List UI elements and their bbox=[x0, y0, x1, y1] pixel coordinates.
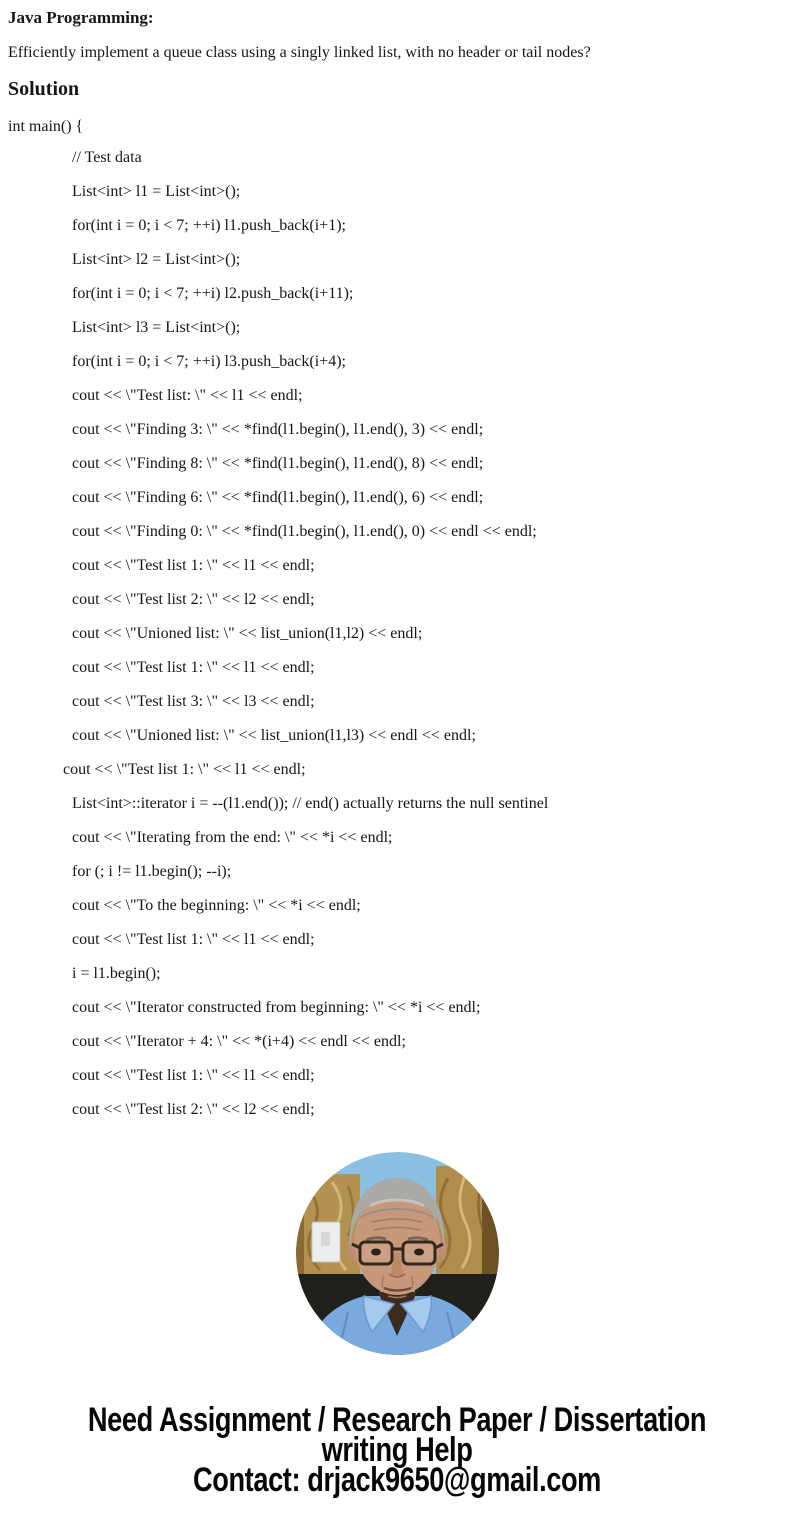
code-line: List<int> l3 = List<int>(); bbox=[72, 319, 241, 336]
code-line: for(int i = 0; i < 7; ++i) l1.push_back(i+1); bbox=[72, 217, 346, 234]
code-line: cout << \"Iterator constructed from beginning: \" << *i << endl; bbox=[72, 999, 481, 1016]
code-line: for(int i = 0; i < 7; ++i) l2.push_back(i+11); bbox=[72, 285, 354, 302]
code-line: List<int> l2 = List<int>(); bbox=[72, 251, 241, 268]
code-line: cout << \"Finding 3: \" << *find(l1.begin(), l1.end(), 3) << endl; bbox=[72, 421, 484, 438]
code-line: cout << \"Test list 1: \" << l1 << endl; bbox=[72, 931, 315, 948]
solution-heading: Solution bbox=[8, 78, 80, 100]
code-line: cout << \"Iterator + 4: \" << *(i+4) << endl << endl; bbox=[72, 1033, 406, 1050]
code-line: cout << \"Test list 3: \" << l3 << endl; bbox=[72, 693, 315, 710]
code-line: cout << \"Finding 6: \" << *find(l1.begin(), l1.end(), 6) << endl; bbox=[72, 489, 484, 506]
code-line: // Test data bbox=[72, 149, 142, 166]
code-line: cout << \"Test list 1: \" << l1 << endl; bbox=[72, 557, 315, 574]
page-title: Java Programming: bbox=[8, 8, 154, 27]
code-line: cout << \"Finding 8: \" << *find(l1.begin(), l1.end(), 8) << endl; bbox=[72, 455, 484, 472]
code-line-main: int main() { bbox=[8, 118, 84, 135]
code-line: for (; i != l1.begin(); --i); bbox=[72, 863, 232, 880]
code-line: List<int>::iterator i = --(l1.end()); // end() actually returns the null sentinel bbox=[72, 795, 549, 812]
code-line: for(int i = 0; i < 7; ++i) l3.push_back(i+4); bbox=[72, 353, 346, 370]
code-line: cout << \"Unioned list: \" << list_union(l1,l3) << endl << endl; bbox=[72, 727, 476, 744]
code-line: cout << \"Unioned list: \" << list_union(l1,l2) << endl; bbox=[72, 625, 423, 642]
code-line: cout << \"Test list 2: \" << l2 << endl; bbox=[72, 1101, 315, 1118]
footer-line-2: writing Help bbox=[321, 1431, 473, 1469]
code-line: cout << \"Test list 1: \" << l1 << endl; bbox=[72, 659, 315, 676]
question-text: Efficiently implement a queue class using a singly linked list, with no header or tail nodes? bbox=[8, 44, 591, 61]
portrait-illustration bbox=[296, 1152, 499, 1355]
code-line: cout << \"Finding 0: \" << *find(l1.begin(), l1.end(), 0) << endl << endl; bbox=[72, 523, 537, 540]
footer-banner bbox=[86, 1401, 708, 1499]
code-line: List<int> l1 = List<int>(); bbox=[72, 183, 241, 200]
footer-line-1: Need Assignment / Research Paper / Dissertation bbox=[87, 1401, 707, 1439]
portrait-photo bbox=[296, 1152, 499, 1355]
code-line: cout << \"Test list 1: \" << l1 << endl; bbox=[63, 761, 306, 778]
code-line: cout << \"Iterating from the end: \" << *i << endl; bbox=[72, 829, 393, 846]
code-block bbox=[8, 141, 786, 1127]
code-line: cout << \"Test list: \" << l1 << endl; bbox=[72, 387, 303, 404]
code-line: cout << \"Test list 1: \" << l1 << endl; bbox=[72, 1067, 315, 1084]
code-line: cout << \"To the beginning: \" << *i << endl; bbox=[72, 897, 361, 914]
footer-contact: Contact: drjack9650@gmail.com bbox=[193, 1461, 601, 1499]
code-line: cout << \"Test list 2: \" << l2 << endl; bbox=[72, 591, 315, 608]
document bbox=[0, 8, 794, 1499]
code-line: i = l1.begin(); bbox=[72, 965, 161, 982]
